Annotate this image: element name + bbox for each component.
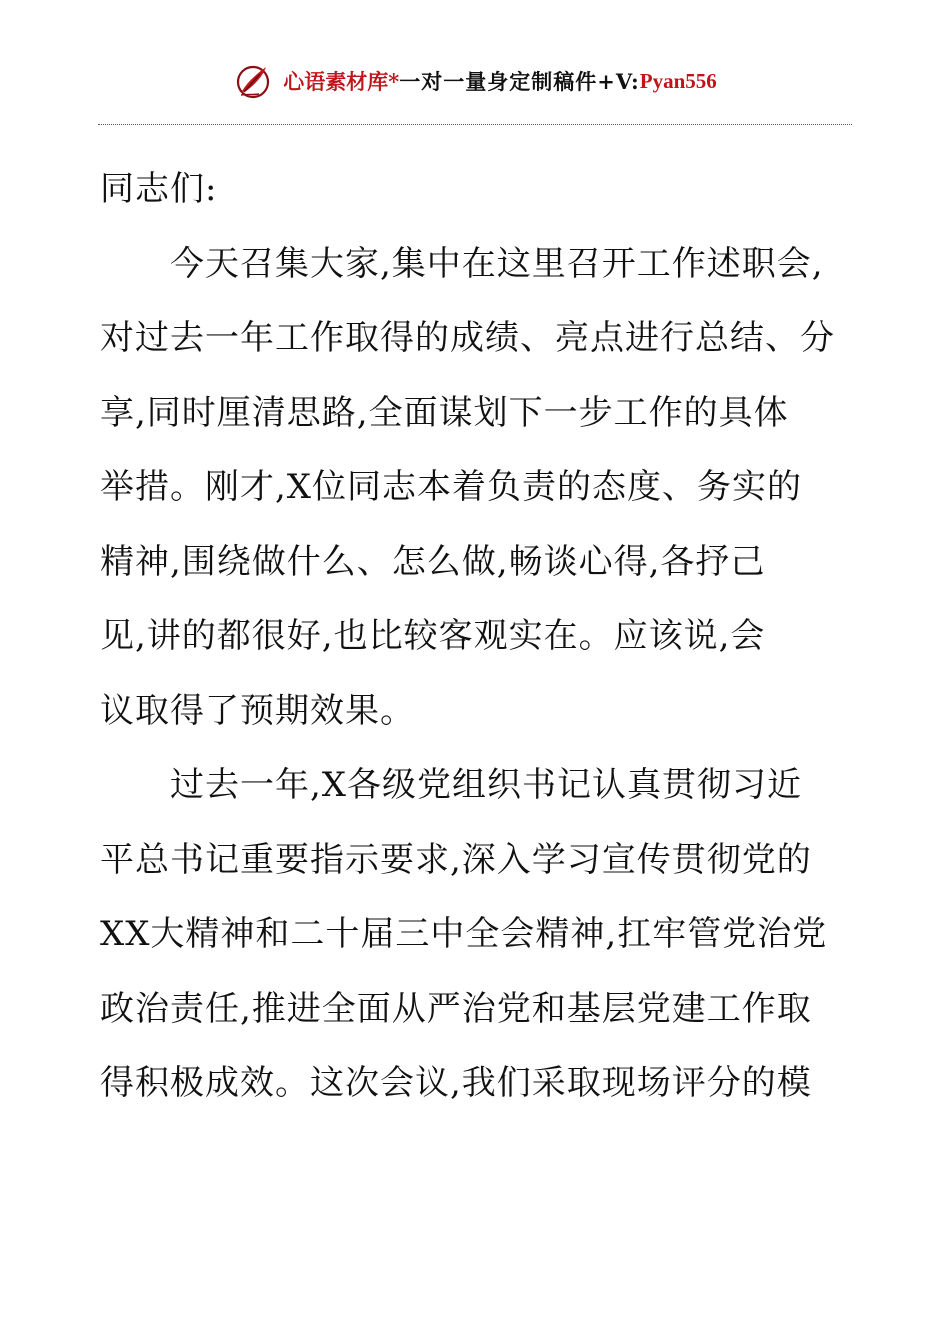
text-line: 对过去一年工作取得的成绩、亮点进行总结、分 [100, 318, 835, 358]
document-body [100, 152, 860, 1121]
quill-pen-emblem-icon [233, 61, 273, 101]
salutation: 同志们: [100, 169, 218, 209]
paragraph-1 [100, 227, 860, 749]
contact-id: Pyan556 [639, 68, 717, 93]
text-line: 政治责任,推进全面从严治党和基层党建工作取 [100, 988, 812, 1029]
text-line: 享,同时厘清思路,全面谋划下一步工作的具体 [100, 392, 789, 433]
text-line: 得积极成效。这次会议,我们采取现场评分的模 [100, 1063, 812, 1103]
page-header [0, 58, 950, 104]
text-line: 举措。刚才,X位同志本着负责的态度、务实的 [100, 467, 803, 507]
header-divider [98, 124, 852, 125]
text-line: 平总书记重要指示要求,深入学习宣传贯彻党的 [100, 839, 812, 880]
text-line: 过去一年,X各级党组织书记认真贯彻习近 [170, 765, 803, 805]
header-tagline: 一对一量身定制稿件+V: [399, 69, 640, 94]
text-line: 今天召集大家,集中在这里召开工作述职会, [170, 243, 824, 284]
brand-name: 心语素材库* [283, 69, 400, 94]
text-line: XX大精神和二十届三中全会精神,扛牢管党治党 [100, 914, 828, 954]
text-line: 议取得了预期效果。 [100, 690, 415, 731]
text-line: 见,讲的都很好,也比较客观实在。应该说,会 [100, 616, 766, 656]
paragraph-2 [100, 748, 860, 1121]
text-line: 精神,围绕做什么、怎么做,畅谈心得,各抒己 [100, 541, 766, 582]
